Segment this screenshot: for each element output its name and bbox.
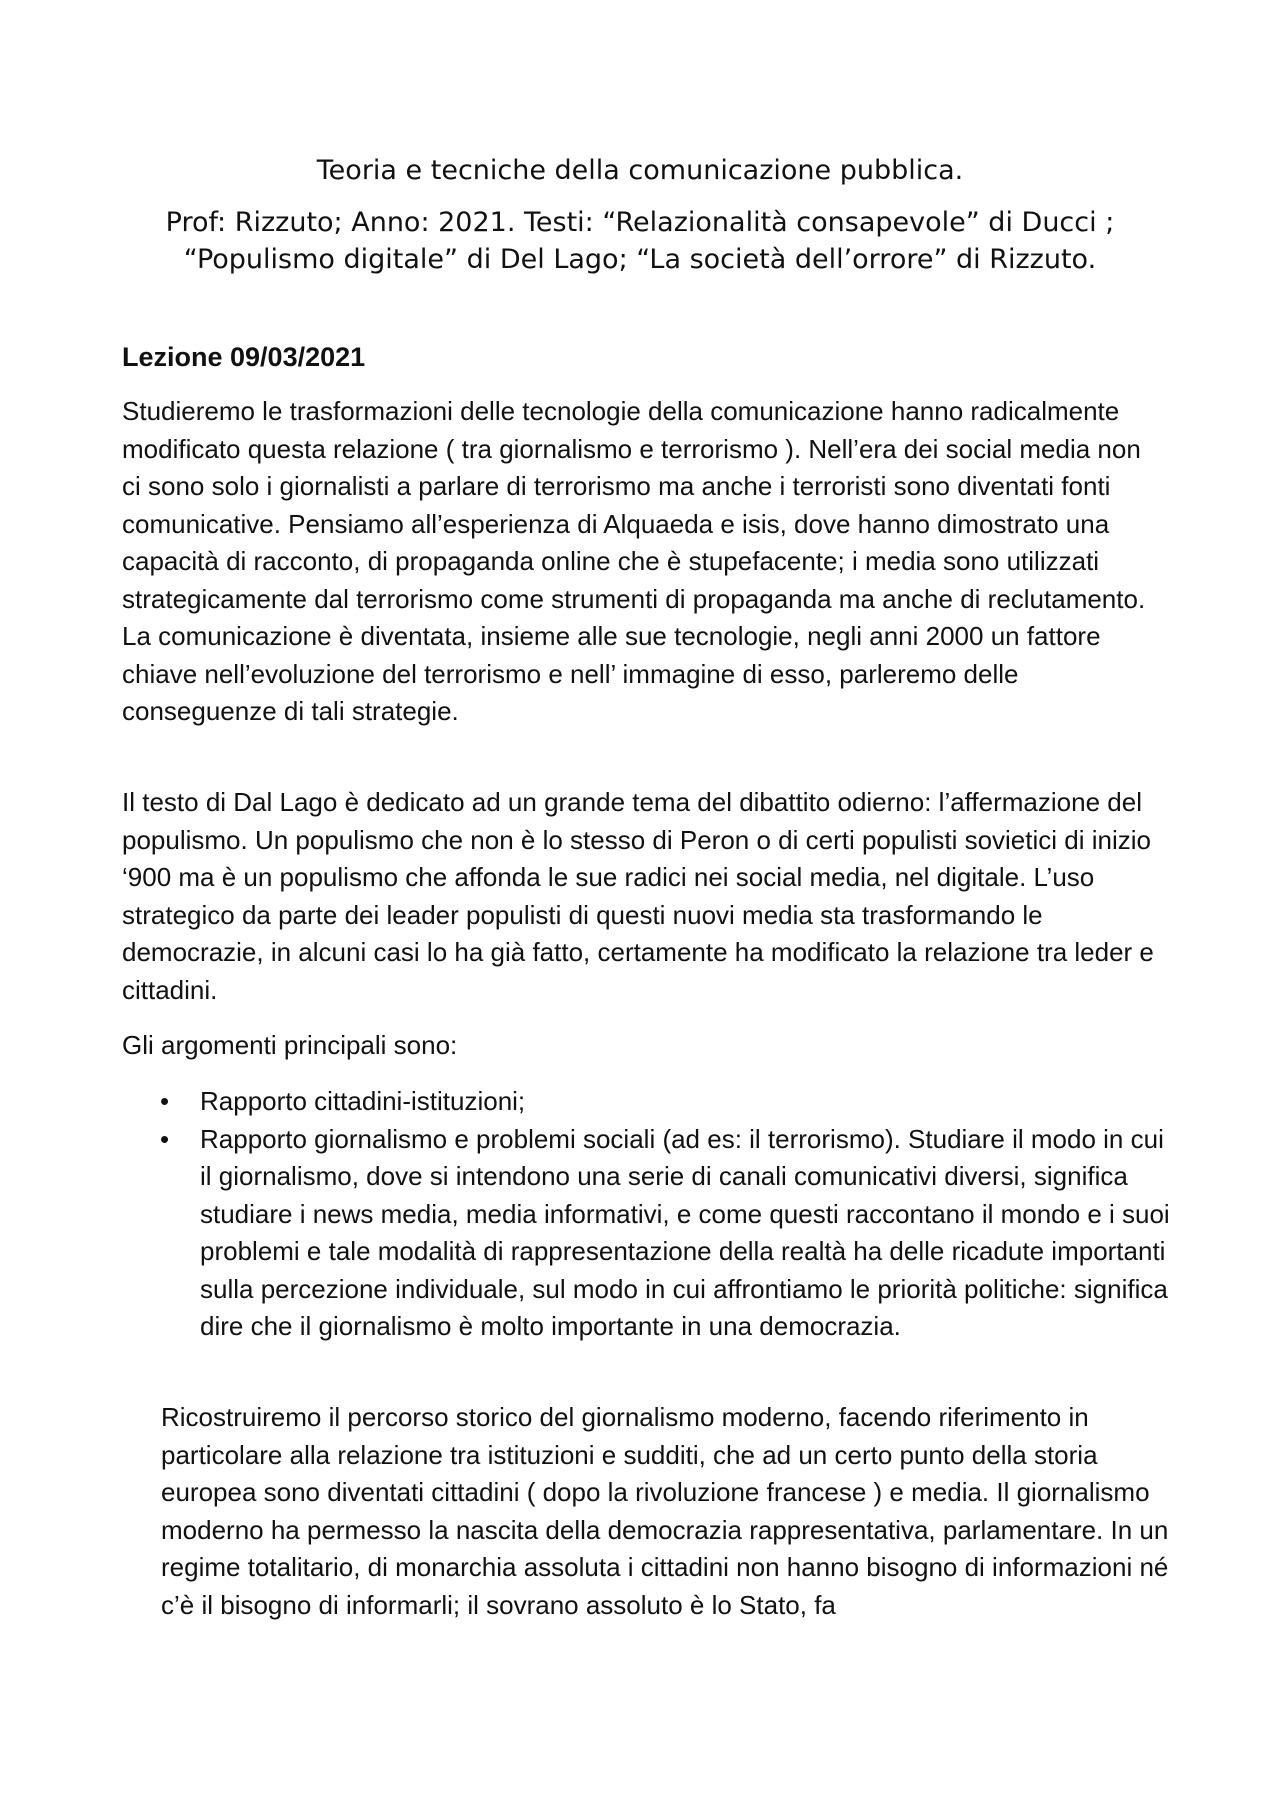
paragraph-modern-journalism: Ricostruiremo il percorso storico del giornalismo moderno, facendo riferimento in particolare alla relazione tra istituzioni e sudditi, che ad un certo punto della storia europea sono diventati cittadini ( dopo la rivoluzione francese ) e media. Il giornalismo moderno ha permesso la nascita della democrazia rappresentativa, parlamentare. In un regime totalitario, di monarchia assoluta i cittadini non hanno bisogno di informazioni né c’è il bisogno di informarli; il sovrano assoluto è lo Stato, fa xyxy=(161,1402,1169,1620)
document-title: Teoria e tecniche della comunicazione pubblica. xyxy=(316,155,964,186)
list-item xyxy=(122,1121,1172,1346)
document-subtitle: Prof: Rizzuto; Anno: 2021. Testi: “Relazionalità consapevole” di Ducci ; “Populismo digitale” di Del Lago; “La società dell’orrore” di Rizzuto. xyxy=(165,207,1115,275)
lesson-heading: Lezione 09/03/2021 xyxy=(122,342,366,372)
paragraph-populism: Il testo di Dal Lago è dedicato ad un grande tema del dibattito odierno: l’affermazione del populismo. Un populismo che non è lo stesso di Peron o di certi populisti sovietici di inizio ‘900 ma è un populismo che affonda le sue radici nei social media, nel digitale. L’uso strategico da parte dei leader populisti di questi nuovi media sta trasformando le democrazie, in alcuni casi lo ha già fatto, certamente ha modificato la relazione tra leder e cittadini. xyxy=(122,787,1154,1005)
list-item-text: Rapporto giornalismo e problemi sociali (ad es: il terrorismo). Studiare il modo in cui il giornalismo, dove si intendono una serie di canali comunicativi diversi, significa studiare i news media, media informativi, e come questi raccontano il mondo e i suoi problemi e tale modalità di rappresentazione della realtà ha delle ricadute importanti sulla percezione individuale, sul modo in cui affrontiamo le priorità politiche: significa dire che il giornalismo è molto importante in una democrazia. xyxy=(200,1123,1170,1341)
list-item-text: Rapporto cittadini-istituzioni; xyxy=(200,1086,526,1116)
paragraph-main-topics: Gli argomenti principali sono: xyxy=(122,1030,458,1060)
topics-list xyxy=(122,1083,1172,1346)
list-item xyxy=(122,1083,1172,1121)
paragraph-terrorism: Studieremo le trasformazioni delle tecnologie della comunicazione hanno radicalmente modificato questa relazione ( tra giornalismo e terrorismo ). Nell’era dei social media non ci sono solo i giornalisti a parlare di terrorismo ma anche i terroristi sono diventati fonti comunicative. Pensiamo all’esperienza di Alquaeda e isis, dove hanno dimostrato una capacità di racconto, di propaganda online che è stupefacente; i media sono utilizzati strategicamente dal terrorismo come strumenti di propaganda ma anche di reclutamento. La comunicazione è diventata, insieme alle sue tecnologie, negli anni 2000 un fattore chiave nell’evoluzione del terrorismo e nell’ immagine di esso, parleremo delle conseguenze di tali strategie. xyxy=(122,396,1146,726)
bullet-icon: • xyxy=(160,1123,170,1154)
bullet-icon: • xyxy=(160,1086,170,1116)
